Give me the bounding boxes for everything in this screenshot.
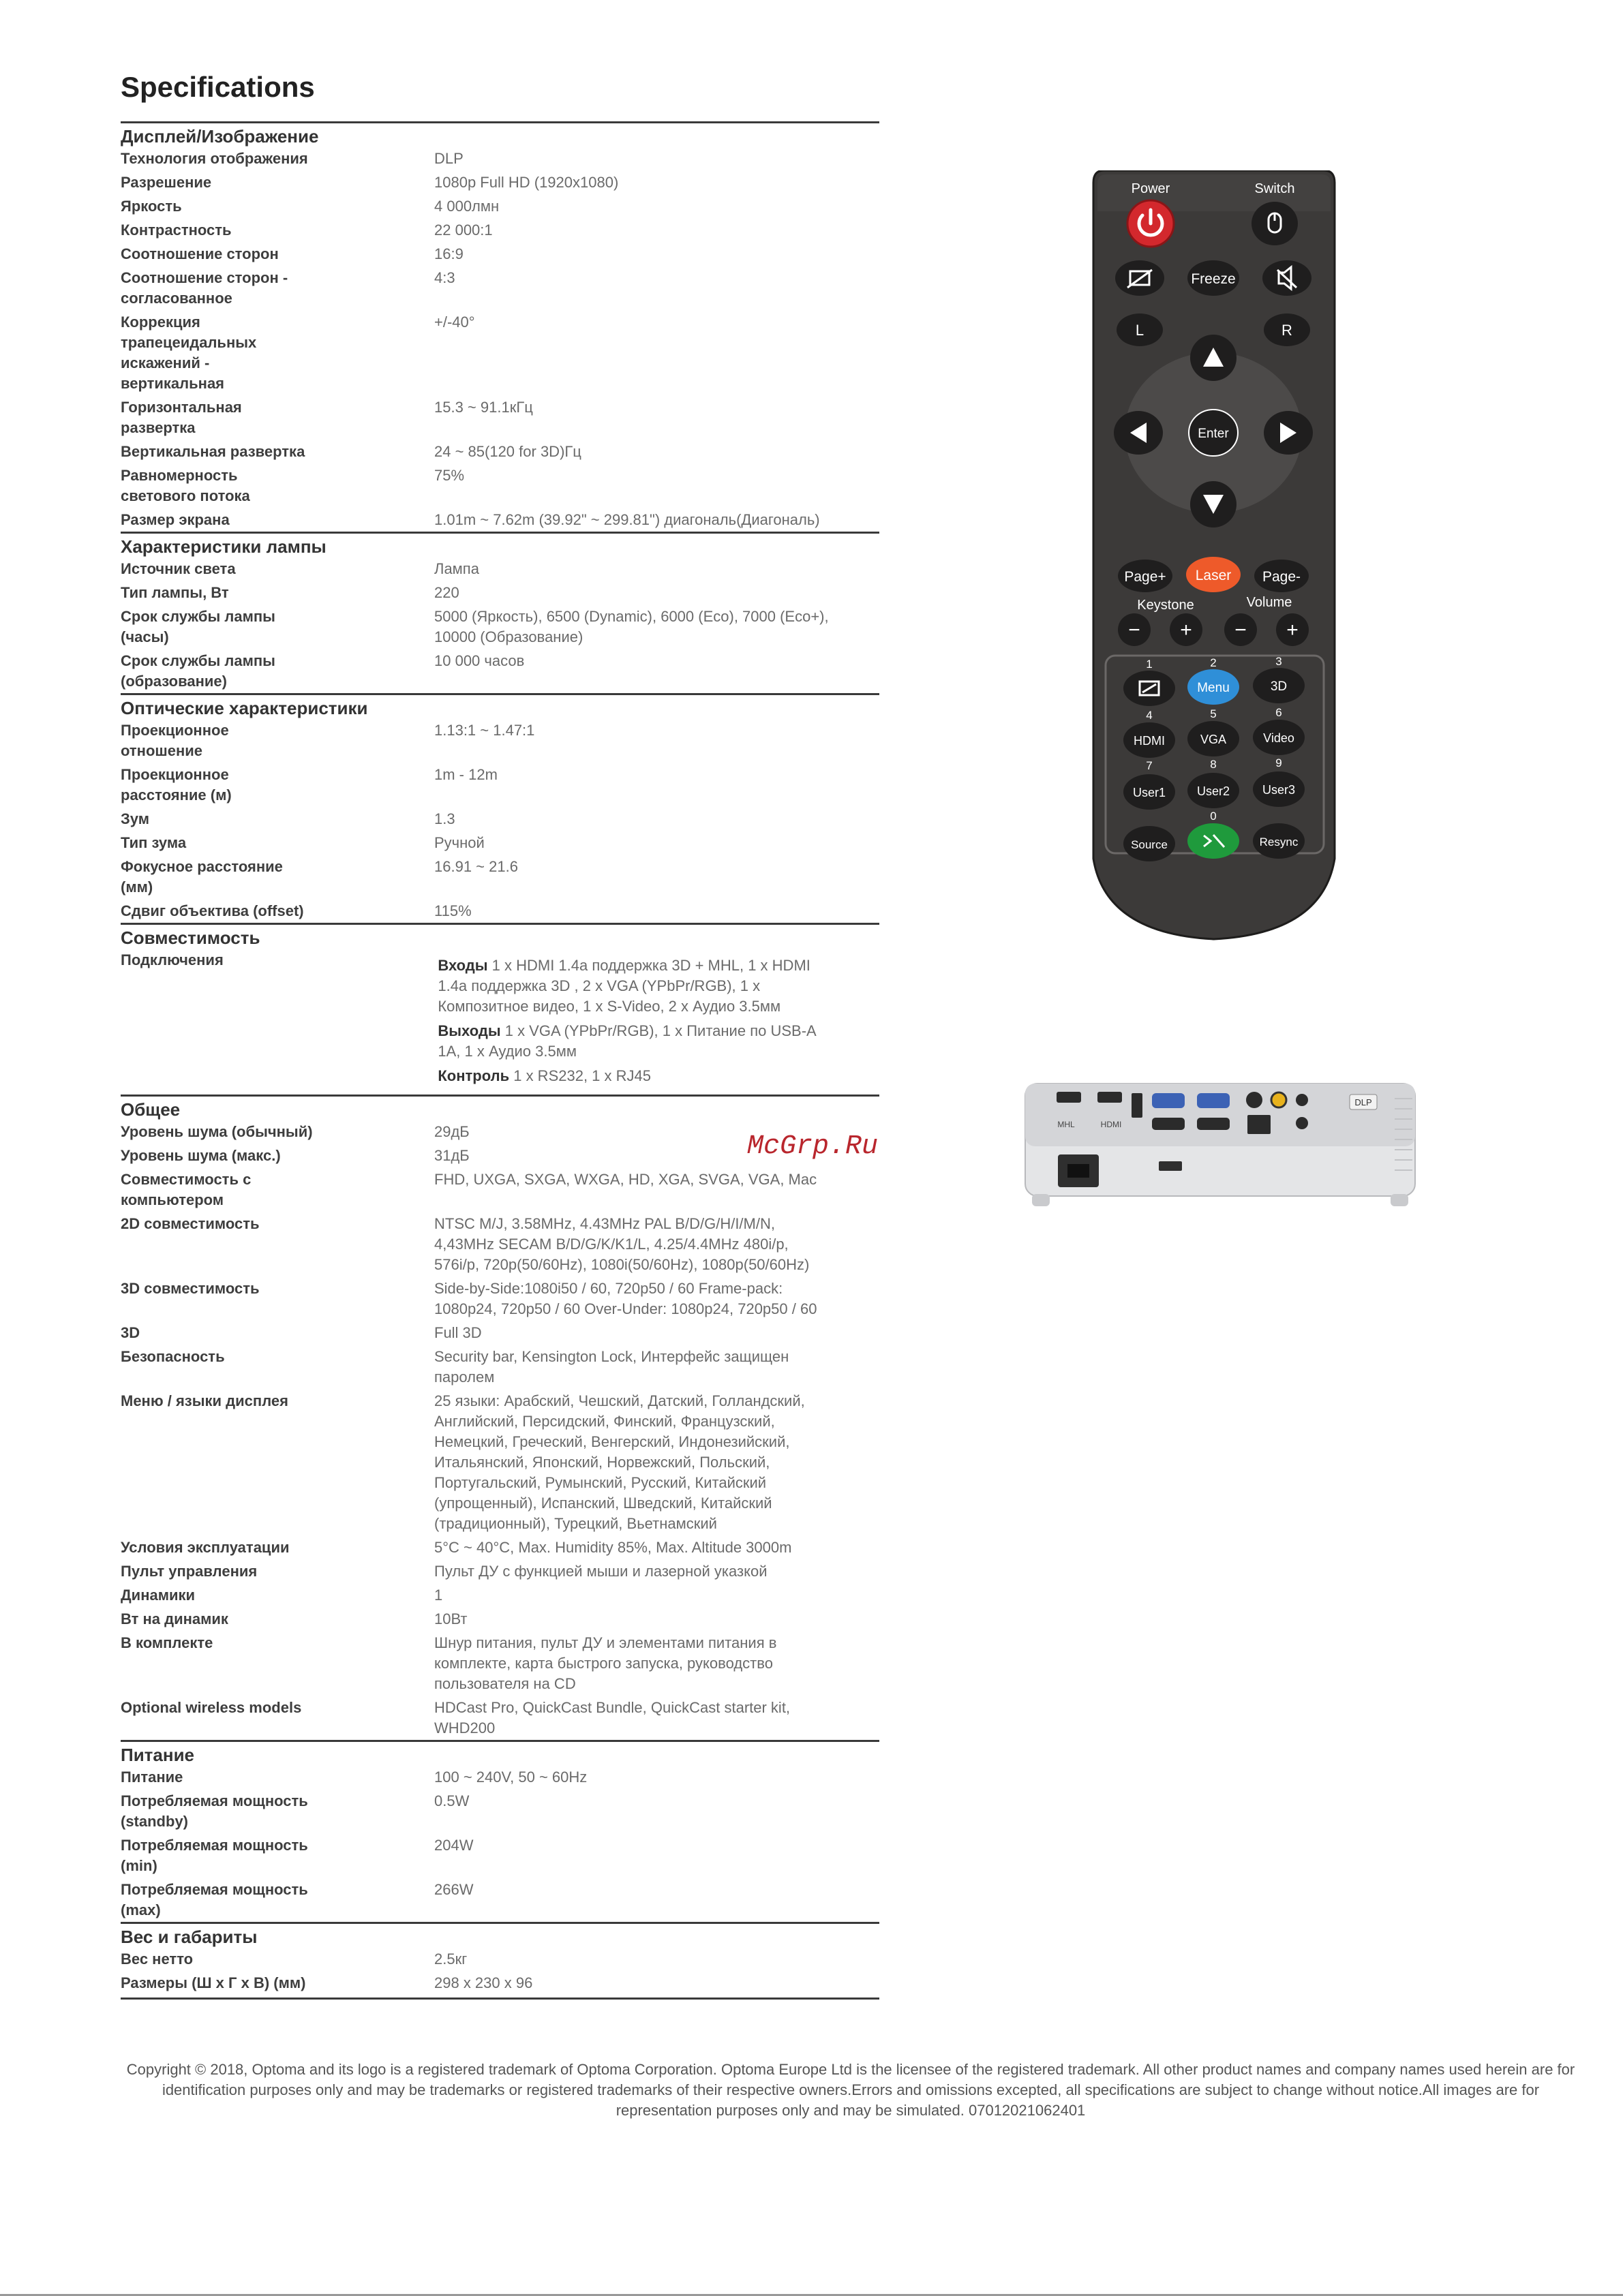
watermark: McGrp.Ru (747, 1131, 879, 1162)
spec-label: Совместимость с компьютером (121, 1171, 252, 1208)
copyright-notice: Copyright © 2018, Optoma and its logo is a registered trademark of Optoma Corporation. Optoma Europe Ltd is the licensee of the registered trademark. All other product names and company names used herein are for identification purposes only and may be trademarks or registered trademarks of their respective owners.Errors and omissions excepted, all specifications are subject to change without notice.All images are for representation purposes only and may be simulated. 07012021062401 (126, 2061, 1575, 2119)
spec-row (121, 266, 879, 310)
svg-text:MHL: MHL (1057, 1120, 1075, 1129)
spec-section (121, 121, 879, 532)
spec-value: FHD, UXGA, SXGA, WXGA, HD, XGA, SVGA, VGA, Mac (434, 1171, 817, 1188)
svg-text:+: + (1286, 619, 1299, 641)
spec-value: 115% (434, 902, 472, 919)
vga-in-1 (1152, 1093, 1185, 1108)
projector-rear-image (1022, 1078, 1418, 1211)
spec-row (121, 1535, 879, 1559)
composite-port (1271, 1092, 1286, 1107)
spec-label: Фокусное расстояние (мм) (121, 858, 283, 896)
spec-row (121, 395, 879, 440)
spec-value: Пульт ДУ с функцией мыши и лазерной указкой (434, 1563, 768, 1580)
spec-row (121, 1607, 879, 1631)
dlp-logo-label: DLP (1354, 1097, 1372, 1107)
spec-label: Вертикальная развертка (121, 443, 305, 460)
connection-item (438, 1021, 879, 1062)
section-title: Характеристики лампы (121, 536, 327, 557)
usb-port (1132, 1093, 1142, 1118)
mouse-switch-button (1252, 202, 1298, 245)
spec-table (121, 121, 879, 2000)
audio-out-port (1296, 1117, 1308, 1129)
spec-row (121, 1345, 879, 1389)
svg-text:User1: User1 (1132, 786, 1166, 799)
spec-section (121, 693, 879, 923)
section-title: Вес и габариты (121, 1927, 258, 1947)
spec-row (121, 194, 879, 218)
spec-row (121, 1696, 879, 1740)
spec-value: 5000 (Яркость), 6500 (Dynamic), 6000 (Eco), 7000 (Eco+), 10000 (Образование) (434, 608, 829, 645)
spec-row (121, 557, 879, 581)
spec-value: 4:3 (434, 269, 455, 286)
spec-label: Тип зума (121, 834, 187, 851)
svg-text:Volume: Volume (1246, 595, 1292, 610)
spec-value: Side-by-Side:1080i50 / 60, 720p50 / 60 Frame-pack: 1080p24, 720p50 / 60 Over-Under: 1080p24, 720p50 / 60 (434, 1280, 817, 1317)
brightness-mode-button (1187, 823, 1239, 859)
spec-row (121, 855, 879, 899)
connection-type: Выходы (438, 1022, 501, 1039)
spec-label: Источник света (121, 560, 236, 577)
spec-label: Вес нетто (121, 1950, 194, 1968)
spec-row (121, 218, 879, 242)
section-title: Совместимость (121, 928, 260, 948)
spec-value: 29дБ (434, 1123, 470, 1140)
spec-row (121, 1321, 879, 1345)
spec-label: Горизонтальная развертка (121, 399, 242, 436)
spec-value: 10Вт (434, 1610, 468, 1627)
spec-label: Проекционное расстояние (м) (121, 766, 232, 803)
svg-text:+: + (1180, 619, 1192, 641)
spec-row (121, 649, 879, 693)
page-title: Specifications (121, 71, 315, 103)
spec-label: Срок службы лампы (часы) (121, 608, 275, 645)
remote-control-image (1091, 170, 1337, 940)
spec-label: 3D совместимость (121, 1280, 260, 1297)
svideo-port (1246, 1092, 1262, 1108)
spec-label: Уровень шума (обычный) (121, 1123, 313, 1140)
spec-value: 1.01m ~ 7.62m (39.92" ~ 299.81") диагональ(Диагональ) (434, 511, 820, 528)
spec-row (121, 1878, 879, 1922)
spec-value: 220 (434, 584, 459, 601)
connection-detail: 1 x VGA (YPbPr/RGB), 1 x Питание по USB-A 1A, 1 x Аудио 3.5мм (438, 1022, 817, 1060)
spec-row (121, 508, 879, 532)
spec-value: Security bar, Kensington Lock, Интерфейс защищен паролем (434, 1348, 789, 1386)
spec-row (121, 604, 879, 649)
spec-label: Уровень шума (макс.) (121, 1147, 281, 1164)
vga-in-2 (1197, 1093, 1230, 1108)
spec-row (121, 807, 879, 831)
spec-value: Шнур питания, пульт ДУ и элементами питания в комплекте, карта быстрого запуска, руководство пользователя на CD (434, 1634, 777, 1692)
spec-value: 1m - 12m (434, 766, 498, 783)
connection-detail: 1 x HDMI 1.4a поддержка 3D + MHL, 1 x HDMI 1.4a поддержка 3D , 2 x VGA (YPbPr/RGB), 1 x Композитное видео, 1 x S-Video, 2 x Аудио 3.5мм (438, 957, 810, 1015)
spec-section (121, 1922, 879, 2000)
spec-value: Ручной (434, 834, 485, 851)
svg-text:9: 9 (1275, 756, 1282, 769)
spec-label: Равномерность светового потока (121, 467, 250, 504)
spec-row (121, 1389, 879, 1535)
spec-value: 100 ~ 240V, 50 ~ 60Hz (434, 1769, 588, 1786)
svg-text:6: 6 (1275, 706, 1282, 719)
svg-text:R: R (1281, 322, 1292, 339)
spec-section (121, 923, 879, 1095)
spec-row (121, 1833, 879, 1878)
spec-value: 22 000:1 (434, 221, 493, 239)
spec-value: 75% (434, 467, 465, 484)
spec-label: Технология отображения (121, 150, 308, 167)
spec-row (121, 899, 879, 923)
spec-row (121, 1212, 879, 1276)
connection-type: Входы (438, 957, 488, 974)
connections-list (433, 950, 879, 1093)
spec-value: 1 (434, 1587, 443, 1604)
spec-row (121, 1789, 879, 1833)
svg-text:Page+: Page+ (1124, 569, 1166, 585)
svg-text:1: 1 (1146, 658, 1153, 671)
svg-text:Video: Video (1263, 731, 1294, 745)
spec-value: 5°C ~ 40°C, Max. Humidity 85%, Max. Altitude 3000m (434, 1539, 792, 1556)
spec-row (121, 1631, 879, 1696)
spec-value: DLP (434, 150, 464, 167)
spec-value: 0.5W (434, 1792, 470, 1809)
svg-text:8: 8 (1210, 758, 1217, 771)
spec-row (121, 1559, 879, 1583)
svg-text:5: 5 (1210, 707, 1217, 720)
connection-item (438, 1066, 879, 1086)
spec-label: Подключения (121, 951, 224, 968)
spec-label: Optional wireless models (121, 1699, 302, 1716)
spec-value: 16.91 ~ 21.6 (434, 858, 518, 875)
svg-text:3: 3 (1275, 655, 1282, 668)
spec-row (121, 1971, 879, 1995)
spec-value: 2.5кг (434, 1950, 468, 1968)
svg-text:Resync: Resync (1259, 836, 1299, 848)
svg-text:User3: User3 (1262, 783, 1296, 797)
hdmi-port-1 (1057, 1092, 1081, 1103)
spec-row (121, 242, 879, 266)
svg-text:Page-: Page- (1262, 569, 1301, 585)
spec-label: Условия эксплуатации (121, 1539, 290, 1556)
freeze-label: Freeze (1191, 271, 1236, 287)
svg-text:Menu: Menu (1197, 681, 1230, 695)
svg-text:4: 4 (1146, 709, 1153, 722)
spec-row (121, 1276, 879, 1321)
spec-label: Срок службы лампы (образование) (121, 652, 275, 690)
spec-value: 24 ~ 85(120 for 3D)Гц (434, 443, 581, 460)
spec-value: 10 000 часов (434, 652, 525, 669)
spec-value: 1.13:1 ~ 1.47:1 (434, 722, 535, 739)
spec-label: Размеры (Ш x Г x В) (мм) (121, 1974, 306, 1991)
connection-type: Контроль (438, 1067, 510, 1084)
spec-value: NTSC M/J, 3.58MHz, 4.43MHz PAL B/D/G/H/I/M/N, 4,43MHz SECAM B/D/G/K/K1/L, 4.25/4.4MHz 480i/p, 576i/p, 720p(50/60Hz), 1080i(50/60Hz), 1080p(50/60Hz) (434, 1215, 810, 1273)
spec-section (121, 532, 879, 693)
spec-label: Соотношение сторон - согласованное (121, 269, 288, 307)
connection-item (438, 955, 879, 1017)
spec-row (121, 1167, 879, 1212)
spec-row (121, 463, 879, 508)
svg-text:Keystone: Keystone (1137, 598, 1194, 613)
svg-text:Enter: Enter (1198, 427, 1229, 441)
section-title: Дисплей/Изображение (121, 126, 319, 147)
svg-text:HDMI: HDMI (1100, 1120, 1122, 1129)
spec-row (121, 170, 879, 194)
spec-label: Меню / языки дисплея (121, 1392, 288, 1409)
spec-label: В комплекте (121, 1634, 213, 1651)
spec-label: Яркость (121, 198, 182, 215)
svg-text:2: 2 (1210, 656, 1217, 669)
spec-value: 204W (434, 1837, 474, 1854)
spec-label: Потребляемая мощность (max) (121, 1881, 308, 1918)
spec-label: Зум (121, 810, 150, 827)
spec-value: 266W (434, 1881, 474, 1898)
spec-section (121, 1095, 879, 1740)
vga-out (1152, 1118, 1185, 1130)
spec-row (121, 1947, 879, 1971)
spec-value: 15.3 ~ 91.1кГц (434, 399, 533, 416)
spec-label: Потребляемая мощность (standby) (121, 1792, 308, 1830)
spec-section (121, 1740, 879, 1922)
spec-label: Пульт управления (121, 1563, 258, 1580)
spec-row (121, 718, 879, 763)
svg-text:Source: Source (1131, 838, 1168, 851)
spec-value: 1.3 (434, 810, 455, 827)
spec-row (121, 310, 879, 395)
svg-text:−: − (1128, 619, 1140, 641)
spec-label: Сдвиг объектива (offset) (121, 902, 304, 919)
rj45-port (1247, 1115, 1271, 1134)
spec-row-connections (121, 948, 879, 1095)
hdmi-port-2 (1097, 1092, 1122, 1103)
spec-value: 31дБ (434, 1147, 470, 1164)
spec-label: Питание (121, 1769, 183, 1786)
spec-value: 1080p Full HD (1920x1080) (434, 174, 619, 191)
section-title: Общее (121, 1099, 181, 1120)
svg-text:7: 7 (1146, 759, 1153, 772)
spec-row (121, 147, 879, 170)
spec-value: 25 языки: Арабский, Чешский, Датский, Голландский, Английский, Персидский, Финский, Французский, Немецкий, Греческий, Венгерский, Индонезийский, Итальянский, Японский, Норвежский, Польский, Португальский, Румынский, Русский, Китайский (упрощенный), Испанский, Шведский, Китайский (традиционный), Турецкий, Вьетнамский (434, 1392, 805, 1532)
spec-label: Коррекция трапецеидальных искажений - вертикальная (121, 313, 257, 392)
svg-text:3D: 3D (1270, 679, 1288, 694)
spec-label: Контрастность (121, 221, 232, 239)
svg-text:VGA: VGA (1200, 733, 1227, 746)
spec-label: Соотношение сторон (121, 245, 279, 262)
spec-row (121, 440, 879, 463)
spec-row (121, 763, 879, 807)
spec-value: Full 3D (434, 1324, 482, 1341)
spec-value: 4 000лмн (434, 198, 500, 215)
rs232-port (1197, 1118, 1230, 1130)
spec-value: +/-40° (434, 313, 475, 331)
spec-label: Безопасность (121, 1348, 225, 1365)
spec-label: Размер экрана (121, 511, 230, 528)
remote-power-label: Power (1131, 181, 1170, 196)
security-bar (1159, 1161, 1182, 1171)
spec-label: 2D совместимость (121, 1215, 260, 1232)
spec-label: Вт на динамик (121, 1610, 228, 1627)
section-title: Оптические характеристики (121, 698, 368, 718)
svg-text:User2: User2 (1196, 784, 1230, 798)
spec-label: Проекционное отношение (121, 722, 229, 759)
spec-row (121, 1583, 879, 1607)
connection-detail: 1 x RS232, 1 x RJ45 (509, 1067, 651, 1084)
svg-text:0: 0 (1210, 810, 1217, 823)
spec-row (121, 581, 879, 604)
spec-label: Потребляемая мощность (min) (121, 1837, 308, 1874)
svg-text:HDMI: HDMI (1134, 734, 1165, 748)
spec-value: Лампа (434, 560, 479, 577)
spec-label: Разрешение (121, 174, 212, 191)
spec-row (121, 831, 879, 855)
remote-switch-label: Switch (1254, 181, 1295, 196)
spec-label: Тип лампы, Вт (121, 584, 229, 601)
spec-value: 16:9 (434, 245, 464, 262)
spec-label: Динамики (121, 1587, 196, 1604)
svg-text:Laser: Laser (1195, 568, 1232, 583)
audio-in-port (1296, 1094, 1308, 1106)
spec-label: 3D (121, 1324, 140, 1341)
section-title: Питание (121, 1745, 195, 1765)
spec-value: 298 x 230 x 96 (434, 1974, 533, 1991)
svg-text:−: − (1234, 619, 1247, 641)
spec-row (121, 1765, 879, 1789)
svg-text:L: L (1135, 322, 1144, 339)
spec-value: HDCast Pro, QuickCast Bundle, QuickCast starter kit, WHD200 (434, 1699, 791, 1736)
